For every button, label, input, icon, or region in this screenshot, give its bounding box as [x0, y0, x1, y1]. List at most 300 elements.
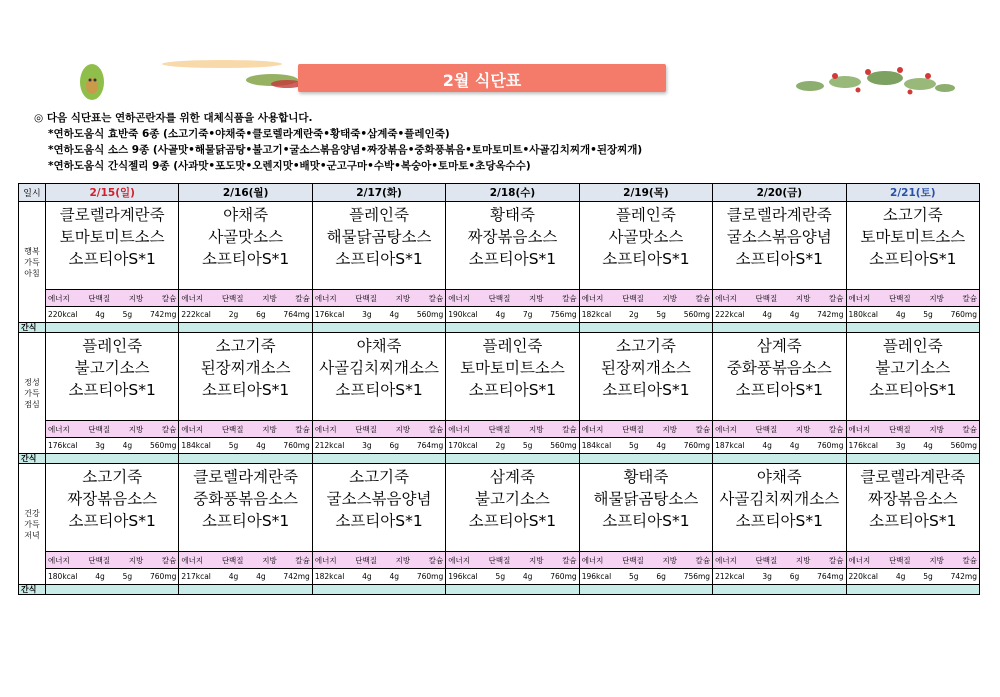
date-label: 2/18(수): [489, 187, 536, 199]
nutrient-value: 764mg: [817, 572, 844, 581]
nutrient-value: 756mg: [683, 572, 711, 581]
nutrient-label-cell: [579, 552, 712, 569]
nutrient-label-cell: [846, 290, 979, 307]
nutrient-value-cell: [312, 569, 445, 585]
nutrient-value-cell: [446, 307, 579, 323]
menu-item: 소프티아S*1: [869, 381, 957, 399]
nutrient-labels: [847, 421, 979, 437]
nutrient-label: 단백질: [755, 424, 778, 434]
nutrient-value: 6g: [389, 441, 400, 450]
snack-cell: [846, 323, 979, 333]
menu-item: 소고기죽: [882, 206, 943, 224]
menu-item: 굴소스볶음양념: [726, 228, 832, 246]
menu-cell: [179, 333, 312, 421]
nutrient-label-cell: [446, 421, 579, 438]
menu-item: 소프티아S*1: [468, 250, 557, 268]
menu-item: 클로렐라계란죽: [726, 206, 832, 224]
snack-cell: [713, 585, 846, 595]
nutrient-values: [847, 438, 979, 453]
nutrient-value: 5g: [628, 441, 639, 450]
nutrient-value: 182kcal: [581, 310, 612, 319]
nutrient-value: 220kcal: [848, 572, 878, 581]
notes-block: [34, 110, 642, 174]
nutrient-label: 에너지: [848, 293, 871, 303]
menu-item: 소프티아S*1: [602, 512, 690, 530]
nutrient-labels: [179, 421, 311, 437]
nutrient-label-cell: [179, 552, 312, 569]
nutrient-label-cell: [179, 421, 312, 438]
nutrient-label: 단백질: [355, 555, 377, 565]
nutrient-label: 에너지: [715, 424, 737, 434]
nutrient-label: 지방: [262, 293, 277, 303]
menu-item: 소프티아S*1: [68, 381, 156, 399]
nutrient-label: 에너지: [181, 555, 204, 565]
corner-label: 일시: [19, 184, 46, 202]
menu-item: 짜장볶음소스: [67, 490, 158, 508]
nutrient-value: 2g: [495, 441, 506, 450]
menu-cell: [579, 202, 712, 290]
nutrient-value: 212kcal: [314, 441, 345, 450]
nutrient-label: 칼슘: [829, 424, 844, 434]
nutrient-value: 2g: [628, 310, 639, 319]
menu-item: 소프티아S*1: [869, 512, 957, 530]
nutrient-label: 칼슘: [428, 293, 444, 303]
nutrient-labels: [580, 421, 712, 437]
nutrient-value: 5g: [228, 441, 239, 450]
nutrient-label: 에너지: [314, 293, 337, 303]
date-header: [713, 184, 846, 202]
meal-label: [19, 333, 46, 454]
title-banner: [298, 64, 666, 92]
nutrient-value: 5g: [122, 572, 133, 581]
nutrient-value: 4g: [762, 310, 772, 319]
meal-label-line: 행복: [24, 246, 40, 256]
nutrient-value-cell: [179, 569, 312, 585]
nutrient-value: 3g: [762, 572, 772, 581]
nutrient-label-row: [19, 552, 980, 569]
nutrient-value: 4g: [923, 441, 933, 450]
nutrient-values: [580, 307, 712, 322]
date-label: 2/20(금): [756, 187, 803, 199]
nutrient-label: 단백질: [355, 424, 377, 434]
date-header: [179, 184, 312, 202]
nutrient-value: 4g: [762, 441, 772, 450]
menu-item: 소프티아S*1: [68, 512, 156, 530]
menu-item: 소프티아S*1: [869, 250, 957, 268]
nutrient-values: [713, 438, 845, 453]
menu-cell: [312, 464, 445, 552]
nutrient-value: 4g: [256, 441, 266, 450]
nutrient-label-cell: [46, 421, 179, 438]
nutrient-labels: [713, 552, 845, 568]
nutrient-label: 에너지: [48, 424, 70, 434]
snack-cell: [312, 323, 445, 333]
nutrient-label: 단백질: [888, 293, 911, 303]
nutrient-value: 196kcal: [581, 572, 612, 581]
meal-label: [19, 464, 46, 585]
menu-item: 소프티아S*1: [735, 250, 823, 268]
nutrient-values: [446, 569, 578, 584]
nutrient-value-row: [19, 569, 980, 585]
nutrient-label: 칼슘: [962, 555, 977, 565]
nutrient-value: 560mg: [950, 441, 977, 450]
nutrient-value-cell: [713, 307, 846, 323]
menu-item: 삼계죽: [756, 337, 802, 355]
nutrient-label: 지방: [929, 293, 944, 303]
nutrient-label: 에너지: [848, 424, 871, 434]
nutrient-label-cell: [713, 290, 846, 307]
nutrient-value: 212kcal: [715, 572, 745, 581]
weekly-menu-table: [18, 183, 980, 595]
menu-item: 소고기죽: [349, 468, 409, 486]
nutrient-value: 760mg: [683, 441, 711, 450]
nutrient-values: [847, 307, 979, 322]
nutrient-value-cell: [713, 569, 846, 585]
nutrient-label: 칼슘: [161, 293, 177, 303]
nutrient-labels: [446, 290, 578, 306]
snack-cell: [46, 585, 179, 595]
nutrient-label-row: [19, 421, 980, 438]
nutrient-value-cell: [846, 307, 979, 323]
nutrient-labels: [179, 290, 311, 306]
nutrient-value: 5g: [923, 310, 933, 319]
nutrient-label: 에너지: [48, 293, 70, 303]
nutrient-value: 182kcal: [314, 572, 345, 581]
nutrient-labels: [446, 421, 578, 437]
nutrient-labels: [847, 552, 979, 568]
nutrient-values: [179, 569, 311, 584]
nutrient-labels: [313, 421, 445, 437]
nutrient-value: 4g: [256, 572, 266, 581]
nutrient-values: [713, 307, 845, 322]
nutrient-label: 에너지: [181, 293, 204, 303]
meal-label-line: 아침: [24, 268, 40, 278]
snack-row: [19, 323, 980, 333]
nutrient-label-cell: [179, 290, 312, 307]
menu-item: 사골맛소스: [208, 228, 284, 246]
nutrient-value: 760mg: [150, 572, 177, 581]
nutrient-value: 760mg: [283, 441, 310, 450]
nutrient-label: 칼슘: [695, 293, 711, 303]
snack-cell: [179, 323, 312, 333]
nutrient-label: 지방: [395, 424, 411, 434]
menu-item: 야채죽: [356, 337, 402, 355]
nutrient-value: 760mg: [817, 441, 844, 450]
nutrient-value: 5g: [522, 441, 533, 450]
nutrient-label: 단백질: [221, 424, 244, 434]
nutrient-values: [46, 569, 178, 584]
nutrient-value: 764mg: [416, 441, 444, 450]
date-header: [46, 184, 179, 202]
nutrient-value: 4g: [389, 572, 400, 581]
menu-item: 플레인죽: [349, 206, 409, 224]
menu-item: 소프티아S*1: [735, 512, 823, 530]
notes-line-porridge: *연하도움식 효반죽 6종 (소고기죽•야채죽•클로렐라계란죽•황태죽•삼계죽•플레인죽): [48, 128, 450, 140]
nutrient-label: 지방: [929, 424, 944, 434]
menu-item: 플레인죽: [482, 337, 543, 355]
meal-label-line: 가득: [24, 519, 40, 529]
nutrient-value: 560mg: [683, 310, 711, 319]
menu-item: 소프티아S*1: [602, 381, 690, 399]
nutrient-label: 지방: [795, 555, 811, 565]
nutrient-label-cell: [579, 290, 712, 307]
nutrient-value: 764mg: [283, 310, 310, 319]
menu-item: 소프티아S*1: [468, 512, 557, 530]
meal-label-line: 가득: [24, 257, 40, 267]
date-label: 2/15(일): [89, 187, 135, 199]
nutrient-label: 칼슘: [428, 424, 444, 434]
nutrient-label: 단백질: [355, 293, 377, 303]
nutrient-value: 196kcal: [448, 572, 478, 581]
nutrient-label: 단백질: [88, 293, 111, 303]
nutrient-values: [446, 307, 578, 322]
snack-cell: [579, 585, 712, 595]
nutrient-value: 4g: [789, 441, 800, 450]
nutrient-label-cell: [46, 290, 179, 307]
menu-item: 소프티아S*1: [602, 250, 690, 268]
snack-row: [19, 454, 980, 464]
nutrient-label-cell: [579, 421, 712, 438]
nutrient-label-cell: [312, 421, 445, 438]
menu-item: 사골김치찌개소스: [719, 490, 840, 508]
menu-item: 소고기죽: [82, 468, 143, 486]
menu-cell: [579, 333, 712, 421]
nutrient-label: 단백질: [488, 424, 511, 434]
meal-row: [19, 202, 980, 290]
nutrient-value: 4g: [228, 572, 239, 581]
nutrient-labels: [46, 290, 178, 306]
date-header-row: [19, 184, 980, 202]
nutrient-value: 4g: [495, 310, 506, 319]
snack-cell: [846, 454, 979, 464]
menu-cell: [846, 333, 979, 421]
nutrient-label: 단백질: [622, 555, 644, 565]
snack-cell: [312, 585, 445, 595]
nutrient-label-cell: [312, 552, 445, 569]
nutrient-value: 760mg: [950, 310, 977, 319]
nutrient-value: 184kcal: [581, 441, 612, 450]
nutrient-value: 6g: [256, 310, 266, 319]
menu-cell: [846, 464, 979, 552]
nutrient-value: 742mg: [950, 572, 977, 581]
menu-item: 야채죽: [223, 206, 269, 224]
menu-item: 소프티아S*1: [201, 512, 290, 530]
nutrient-label: 칼슘: [962, 293, 977, 303]
nutrient-labels: [179, 552, 311, 568]
menu-item: 굴소스볶음양념: [326, 490, 432, 508]
menu-cell: [46, 202, 179, 290]
menu-item: 플레인죽: [82, 337, 143, 355]
menu-item: 황태죽: [490, 206, 535, 224]
menu-item: 소고기죽: [615, 337, 676, 355]
nutrient-value: 4g: [389, 310, 400, 319]
nutrient-label: 지방: [262, 424, 277, 434]
nutrient-labels: [580, 552, 712, 568]
nutrient-label: 칼슘: [295, 293, 310, 303]
nutrient-value: 184kcal: [181, 441, 211, 450]
date-label: 2/21(토): [890, 187, 936, 199]
nutrient-label: 칼슘: [562, 293, 577, 303]
nutrient-label: 지방: [529, 555, 544, 565]
nutrient-labels: [713, 421, 845, 437]
menu-cell: [179, 464, 312, 552]
nutrient-label: 단백질: [888, 424, 911, 434]
nutrient-label: 칼슘: [161, 555, 177, 565]
menu-item: 토마토미트소스: [860, 228, 966, 246]
meal-label-line: 정성: [24, 377, 40, 387]
nutrient-value: 560mg: [550, 441, 577, 450]
notes-line-sauce: *연하도움식 소스 9종 (사골맛•해물닭곰탕•불고기•굴소스볶음양념•짜장볶음•중화풍볶음•토마토미트•사골김치찌개•된장찌개): [48, 144, 643, 156]
nutrient-value: 7g: [522, 310, 533, 319]
nutrient-label-cell: [46, 552, 179, 569]
nutrient-label-cell: [713, 552, 846, 569]
menu-item: 소프티아S*1: [335, 381, 423, 399]
nutrient-label: 에너지: [448, 424, 471, 434]
menu-item: 된장찌개소스: [200, 359, 291, 377]
nutrient-value-cell: [46, 307, 179, 323]
snack-cell: [46, 323, 179, 333]
nutrient-value: 742mg: [283, 572, 310, 581]
nutrient-label: 지방: [529, 293, 544, 303]
menu-cell: [446, 202, 579, 290]
nutrient-label: 단백질: [488, 555, 511, 565]
nutrient-value: 760mg: [550, 572, 577, 581]
nutrient-value-cell: [579, 307, 712, 323]
nutrient-value-cell: [312, 307, 445, 323]
menu-item: 짜장볶음소스: [467, 228, 558, 246]
menu-item: 삼계죽: [490, 468, 535, 486]
date-header: [446, 184, 579, 202]
meal-label-line: 가득: [24, 388, 40, 398]
nutrient-label: 지방: [929, 555, 944, 565]
nutrient-label: 칼슘: [428, 555, 444, 565]
nutrient-value: 4g: [895, 572, 906, 581]
meal-label-line: 저녁: [24, 530, 40, 540]
nutrient-label: 에너지: [581, 293, 604, 303]
nutrient-label: 칼슘: [962, 424, 977, 434]
meal-label: [19, 202, 46, 323]
nutrient-value: 190kcal: [448, 310, 478, 319]
nutrient-label: 단백질: [622, 293, 644, 303]
snack-cell: [179, 454, 312, 464]
menu-item: 짜장볶음소스: [867, 490, 958, 508]
nutrient-label-cell: [446, 290, 579, 307]
menu-cell: [713, 202, 846, 290]
nutrient-value: 5g: [923, 572, 933, 581]
nutrient-value: 220kcal: [48, 310, 78, 319]
nutrient-label: 지방: [128, 293, 144, 303]
nutrient-values: [313, 438, 445, 453]
nutrient-label: 지방: [395, 555, 411, 565]
nutrient-value-cell: [446, 569, 579, 585]
menu-item: 클로렐라계란죽: [860, 468, 966, 486]
menu-cell: [579, 464, 712, 552]
menu-item: 클로렐라계란죽: [59, 206, 165, 224]
nutrient-label: 칼슘: [695, 555, 711, 565]
menu-cell: [446, 333, 579, 421]
snack-cell: [46, 454, 179, 464]
menu-item: 된장찌개소스: [600, 359, 691, 377]
nutrient-label: 지방: [795, 424, 811, 434]
nutrient-value-cell: [713, 438, 846, 454]
nutrient-value: 756mg: [550, 310, 577, 319]
nutrient-values: [313, 569, 445, 584]
menu-cell: [312, 333, 445, 421]
menu-item: 야채죽: [756, 468, 802, 486]
nutrient-value-cell: [46, 569, 179, 585]
menu-cell: [46, 464, 179, 552]
menu-item: 소프티아S*1: [201, 381, 290, 399]
nutrient-value: 2g: [228, 310, 239, 319]
nutrient-values: [713, 569, 845, 584]
nutrient-label: 칼슘: [295, 424, 310, 434]
nutrient-value: 4g: [895, 310, 906, 319]
nutrient-label: 에너지: [448, 555, 471, 565]
nutrient-value: 222kcal: [715, 310, 745, 319]
nutrient-value: 4g: [656, 441, 666, 450]
meal-label-line: 건강: [24, 508, 40, 518]
date-header: [579, 184, 712, 202]
snack-cell: [446, 585, 579, 595]
snack-cell: [713, 454, 846, 464]
menu-item: 소프티아S*1: [335, 250, 423, 268]
menu-item: 해물닭곰탕소스: [326, 228, 432, 246]
nutrient-value: 4g: [95, 310, 105, 319]
snack-cell: [579, 323, 712, 333]
nutrient-values: [313, 307, 445, 322]
nutrient-label: 지방: [262, 555, 277, 565]
menu-item: 불고기소스: [74, 359, 150, 377]
nutrient-value-cell: [579, 569, 712, 585]
nutrient-value-cell: [846, 438, 979, 454]
menu-item: 불고기소스: [475, 490, 550, 508]
nutrient-labels: [313, 290, 445, 306]
nutrient-value-cell: [179, 438, 312, 454]
nutrient-label: 지방: [128, 424, 144, 434]
nutrient-labels: [446, 552, 578, 568]
menu-item: 사골김치찌개소스: [319, 359, 439, 377]
meal-row: [19, 333, 980, 421]
menu-item: 소고기죽: [215, 337, 276, 355]
nutrient-label: 에너지: [715, 555, 737, 565]
nutrient-value: 180kcal: [48, 572, 78, 581]
nutrient-labels: [313, 552, 445, 568]
nutrient-value: 176kcal: [48, 441, 78, 450]
snack-cell: [446, 454, 579, 464]
nutrient-label: 칼슘: [562, 424, 577, 434]
snack-cell: [846, 585, 979, 595]
nutrient-value-cell: [579, 438, 712, 454]
nutrient-label: 칼슘: [695, 424, 711, 434]
nutrient-value: 3g: [895, 441, 906, 450]
nutrient-value-cell: [846, 569, 979, 585]
nutrient-value-cell: [312, 438, 445, 454]
nutrient-label: 칼슘: [829, 555, 844, 565]
nutrient-label: 단백질: [488, 293, 511, 303]
nutrient-label: 에너지: [48, 555, 70, 565]
nutrient-label-cell: [846, 421, 979, 438]
nutrient-value: 742mg: [150, 310, 177, 319]
nutrient-values: [46, 307, 178, 322]
nutrient-value: 3g: [362, 441, 372, 450]
notes-intro: ◎ 다음 식단표는 연하곤란자를 위한 대체식품을 사용합니다.: [34, 112, 313, 124]
nutrient-values: [179, 307, 311, 322]
menu-item: 소프티아S*1: [735, 381, 823, 399]
menu-cell: [713, 333, 846, 421]
nutrient-label: 지방: [795, 293, 811, 303]
menu-item: 플레인죽: [882, 337, 943, 355]
date-header: [846, 184, 979, 202]
